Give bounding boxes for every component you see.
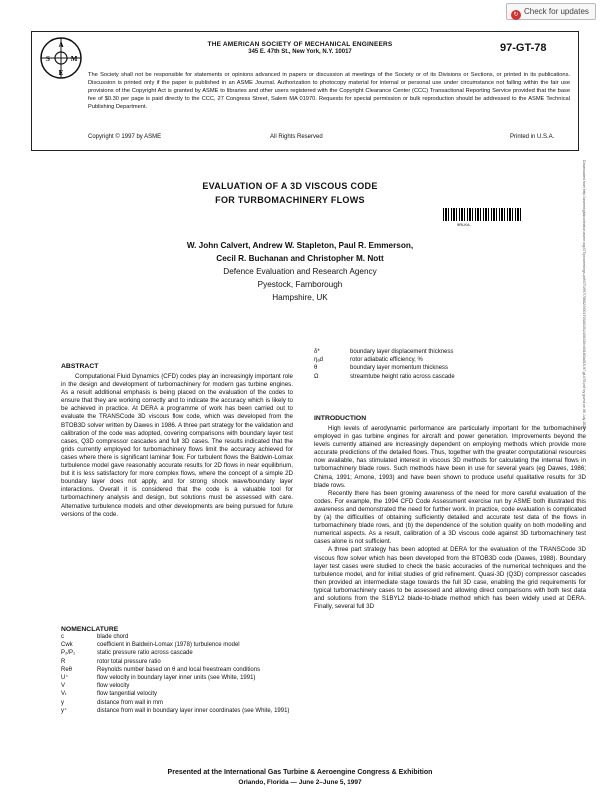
nomenclature-symbol: Vₜ bbox=[61, 691, 67, 698]
copyright: Copyright © 1997 by ASME bbox=[88, 134, 162, 140]
nomenclature-row bbox=[61, 690, 293, 698]
introduction-heading: INTRODUCTION bbox=[314, 415, 367, 422]
nomenclature-section bbox=[61, 626, 293, 723]
nomenclature-heading: NOMENCLATURE bbox=[61, 626, 119, 633]
logo-letter-e: E bbox=[58, 69, 64, 77]
abstract-section bbox=[61, 363, 293, 519]
introduction-paragraph-3: A three part strategy has been adopted at DERA for the evaluation of the TRANSCode 3D viscous flow solver which has been developed from the BTOB3D code (Dawes, 1988). Boundary layer test cases were studied to check the basic accuracies of the numerical techniques and the turbulence model, and for initial studies of grid refinement. Quasi-3D (Q3D) compressor cascades then provided an intermediate stage towards the full 3D case, enabling the grid requirements for typical turbomachinery cases to be assessed and allowing direct comparisons with both test data and solutions from the S1BYL2 blade-to-blade method which has been widely used at DERA. Finally, several full 3D bbox=[314, 546, 586, 611]
nomenclature-symbol: δ* bbox=[314, 349, 320, 355]
nomenclature-row bbox=[314, 356, 586, 364]
nomenclature-symbol: R bbox=[61, 658, 66, 665]
nomenclature-symbol: y bbox=[61, 699, 64, 706]
barcode-number: 9RLK•L bbox=[457, 222, 471, 227]
nomenclature-definition: static pressure ratio across cascade bbox=[97, 650, 193, 657]
nomenclature-row bbox=[314, 348, 586, 356]
organization-address: 345 E. 47th St., New York, N.Y. 10017 bbox=[248, 49, 352, 55]
update-icon: ↻ bbox=[511, 10, 521, 20]
presented-at: Presented at the International Gas Turbine & Aeroengine Congress & Exhibition bbox=[167, 769, 433, 776]
nomenclature-definition: flow velocity in boundary layer inner units (see White, 1991) bbox=[97, 674, 256, 681]
nomenclature-definition: rotor adiabatic efficiency, % bbox=[350, 357, 423, 364]
asme-logo bbox=[39, 36, 83, 80]
side-download-text: Downloaded from http://asmedigitalcollection.asme.org/GT/proceedings-pdf/GT1997/78682/V001T03A015/2408430/v001t03a015-97-gt-078.pdf by guest on 06 July 2020 bbox=[582, 160, 586, 430]
conference-venue: Orlando, Florida — June 2–June 5, 1997 bbox=[238, 779, 362, 786]
nomenclature-symbol: θ bbox=[314, 365, 318, 372]
authors-line-2: Cecil R. Buchanan and Christopher M. Nott bbox=[216, 254, 384, 263]
nomenclature-definition: coefficient in Baldwin-Lomax (1978) turbulence model bbox=[97, 642, 240, 649]
title-line-2: FOR TURBOMACHINERY FLOWS bbox=[215, 195, 365, 205]
disclaimer: The Society shall not be responsible for statements or opinions advanced in papers or discussion at meetings of the Society or of its Divisions or Sections, or printed in its publications. Discussion is printed only if the paper is published in an ASME Journal. Authorization to photocopy material for internal or personal use under circumstance not falling within the fair use provisions of the Copyright Act is granted by ASME to libraries and other users registered with the Copyright Clearance Center (CCC) Transactional Reporting Service provided that the base fee of $0.30 per page is paid directly to the CCC, 27 Congress Street, Salem MA 01970. Requests for special permission or bulk reproduction should be addressed to the ASME Technical Publishing Department. bbox=[88, 72, 570, 111]
nomenclature-definition: distance from wall in boundary layer inner coordinates (see White, 1991) bbox=[97, 707, 290, 714]
nomenclature-row bbox=[314, 373, 586, 381]
logo-letter-a: A bbox=[58, 41, 64, 49]
nomenclature-symbol: y⁺ bbox=[61, 707, 68, 714]
nomenclature-row bbox=[61, 666, 293, 674]
introduction-section bbox=[314, 415, 586, 611]
abstract-heading: ABSTRACT bbox=[61, 363, 99, 370]
nomenclature-row bbox=[61, 658, 293, 666]
nomenclature-symbol: P₂/P₁ bbox=[61, 650, 76, 657]
rights-reserved: All Rights Reserved bbox=[270, 134, 323, 140]
affiliation-org: Defence Evaluation and Research Agency bbox=[223, 267, 377, 276]
nomenclature-definition: distance from wall in mm bbox=[97, 699, 164, 706]
organization-name: THE AMERICAN SOCIETY OF MECHANICAL ENGINEERS bbox=[207, 41, 393, 48]
nomenclature-row bbox=[61, 641, 293, 649]
nomenclature-definition: boundary layer momentum thickness bbox=[350, 365, 449, 372]
nomenclature-symbol: Cwk bbox=[61, 642, 73, 649]
barcode bbox=[443, 208, 523, 221]
introduction-paragraph-2: Recently there has been growing awareness of the need for more careful evaluation of the codes. For example, the 1994 CFD Code Assessment exercise run by ASME both illustrated this awareness and demonstrated the need for further work. In practice, code evaluation is complicated by (a) the difficulties of obtaining sufficiently detailed and accurate test data of the flows in turbomachinery blade rows, and (b) the dependence of the solution quality on both modelling and numerical aspects. As a result, calibration of a 3D viscous code against 3D turbomachinery test cases alone is not sufficient. bbox=[314, 489, 586, 546]
nomenclature-symbol: V bbox=[61, 683, 66, 690]
nomenclature-definition: streamtube height ratio across cascade bbox=[350, 373, 455, 380]
nomenclature-row bbox=[61, 707, 293, 723]
logo-letter-m: M bbox=[70, 55, 78, 63]
nomenclature-symbol: c bbox=[61, 634, 64, 640]
nomenclature-definition: boundary layer displacement thickness bbox=[350, 349, 454, 355]
affiliation-region: Hampshire, UK bbox=[272, 293, 328, 302]
title-line-1: EVALUATION OF A 3D VISCOUS CODE bbox=[202, 181, 378, 191]
check-for-updates-label: Check for updates bbox=[524, 7, 589, 16]
paper-code: 97-GT-78 bbox=[500, 42, 547, 54]
nomenclature-symbol: Ω bbox=[314, 373, 319, 380]
check-for-updates-button[interactable] bbox=[506, 3, 596, 20]
abstract-paragraph: Computational Fluid Dynamics (CFD) codes play an increasingly important role in the design and development of turbomachinery for modern gas turbine engines. As a result additional emphasis is being placed on the evaluation of the codes to ensure that they are working correctly and to indicate the accuracy which is likely to be achieved in practice. At DERA a programme of work has been carried out to evaluate the TRANSCode 3D viscous flow code, which was developed from the BTOB3D solver written by Dawes in 1986. A three part strategy for the validation and calibration of the code was adopted, covering comparisons with boundary layer test cases, Q3D compressor cascades and full 3D cases. The results indicated that the grids currently employed for turbomachinery flows limit the accuracy achieved for cases where there is significant laminar flow. For turbulent flows the Baldwin-Lomax turbulence model gave reasonably accurate results for 2D flows in near equilibrium, but it is less satisfactory for more complex flows, where the concept of a simple 2D boundary layer does not apply, and for strong shock wave/boundary layer interactions. Overall it is considered that the code is a valuable tool for turbomachinery analysis and design, but solutions must be assessed with care. Alternative turbulence models and other developments are being pursued for future versions of the code. bbox=[61, 373, 293, 518]
nomenclature-row bbox=[61, 633, 293, 641]
nomenclature-definition: flow velocity bbox=[97, 683, 130, 690]
nomenclature-row bbox=[314, 364, 586, 372]
nomenclature-definition: Reynolds number based on θ and local freestream conditions bbox=[97, 666, 261, 673]
printed-in: Printed in U.S.A. bbox=[510, 134, 555, 140]
nomenclature-row bbox=[61, 649, 293, 657]
nomenclature-definition: flow tangential velocity bbox=[97, 691, 158, 698]
nomenclature-symbol: ηₐd bbox=[314, 357, 323, 364]
nomenclature-row bbox=[61, 674, 293, 682]
affiliation-place: Pyestock, Farnborough bbox=[257, 280, 343, 289]
nomenclature-definition: rotor total pressure ratio bbox=[97, 658, 161, 665]
nomenclature-symbol: U⁺ bbox=[61, 674, 69, 681]
logo-letter-s: S bbox=[46, 55, 50, 63]
authors-line-1: W. John Calvert, Andrew W. Stapleton, Paul R. Emmerson, bbox=[186, 241, 414, 250]
nomenclature-symbol: Reθ bbox=[61, 666, 73, 673]
nomenclature-continued bbox=[314, 348, 586, 381]
introduction-paragraph-1: High levels of aerodynamic performance are particularly important for the turbomachinery employed in gas turbine engines for aircraft and power generation. Improvements beyond the levels currently attained are increasingly dependent on employing methods which provide more accurate predictions of the detailed flows. Thus, together with the greater computational resources now available, has stimulated interest in viscous 3D methods for calculating the internal flows in turbomachinery blade rows. Such methods have been in use for several years (eg Dawes, 1986; Chima, 1991; Arnone, 1993) and have been shown to produce useful qualitative results for 3D blade rows. bbox=[314, 425, 586, 489]
nomenclature-row bbox=[61, 682, 293, 690]
nomenclature-row bbox=[61, 699, 293, 707]
nomenclature-definition: blade chord bbox=[97, 634, 129, 640]
